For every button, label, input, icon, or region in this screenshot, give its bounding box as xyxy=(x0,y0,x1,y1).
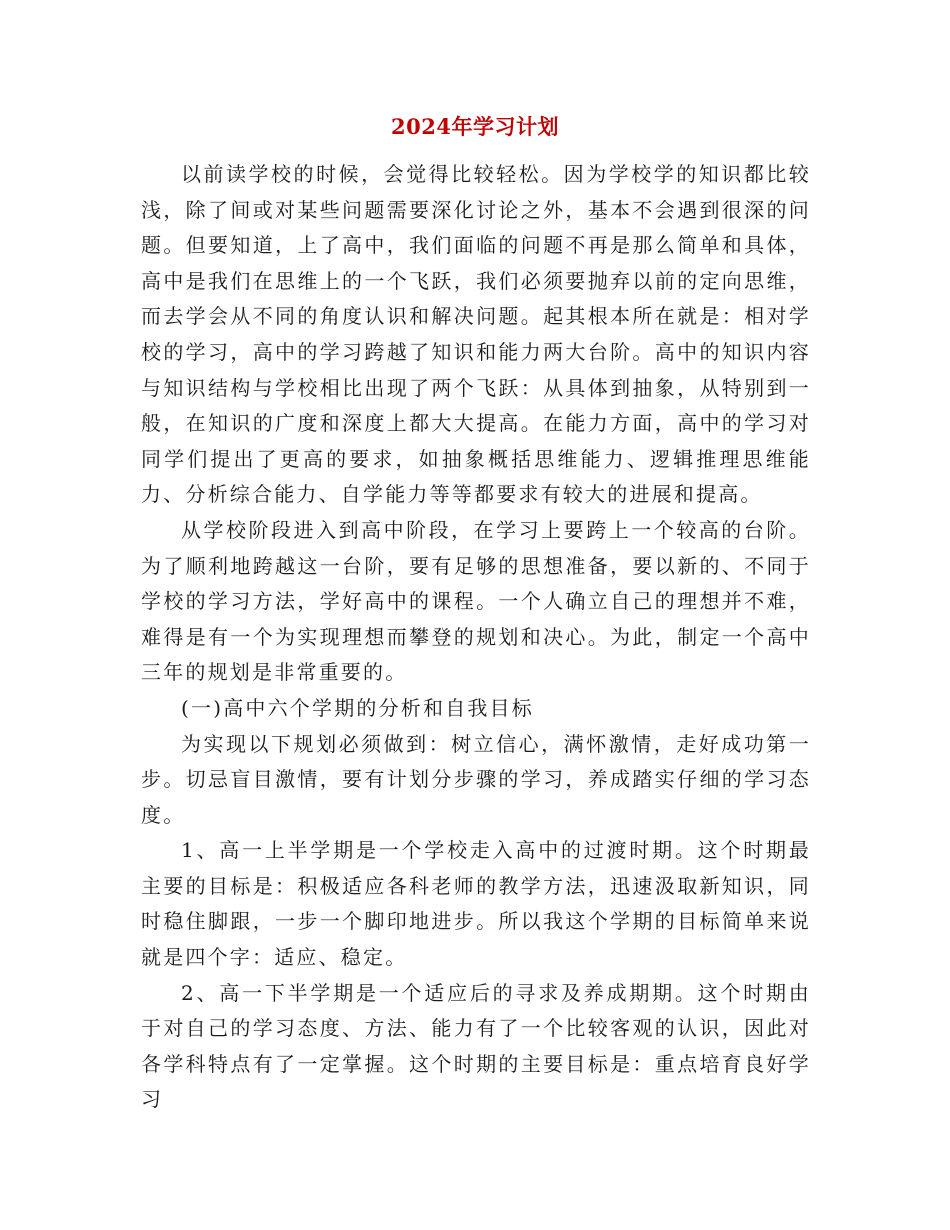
section-heading: (一)高中六个学期的分析和自我目标 xyxy=(181,695,535,720)
paragraph: 以前读学校的时候，会觉得比较轻松。因为学校学的知识都比较浅，除了间或对某些问题需要深化讨论之外，基本不会遇到很深的问题。但要知道，上了高中，我们面临的问题不再是那么简单和具体，高中是我们在思维上的一个飞跃，我们必须要抛弃以前的定向思维，而去学会从不同的角度认识和解决问题。起其根本所在就是：相对学校的学习，高中的学习跨越了知识和能力两大台阶。高中的知识内容与知识结构与学校相比出现了两个飞跃：从具体到抽象，从特别到一般，在知识的广度和深度上都大大提高。在能力方面，高中的学习对同学们提出了更高的要求，如抽象概括思维能力、逻辑推理思维能力、分析综合能力、自学能力等等都要求有较大的进展和提高。 xyxy=(141,162,811,507)
paragraph: 从学校阶段进入到高中阶段，在学习上要跨上一个较高的台阶。为了顺利地跨越这一台阶，要有足够的思想准备，要以新的、不同于学校的学习方法，学好高中的课程。一个人确立自己的理想并不难，难得是有一个为实现理想而攀登的规划和决心。为此，制定一个高中三年的规划是非常重要的。 xyxy=(141,517,811,685)
document-body xyxy=(141,157,811,1118)
paragraph: 1、高一上半学期是一个学校走入高中的过渡时期。这个时期最主要的目标是：积极适应各科老师的教学方法，迅速汲取新知识，同时稳住脚跟，一步一个脚印地进步。所以我这个学期的目标简单来说就是四个字：适应、稳定。 xyxy=(141,838,811,970)
paragraph: 为实现以下规划必须做到：树立信心，满怀激情，走好成功第一步。切忌盲目激情，要有计划分步骤的学习，养成踏实仔细的学习态度。 xyxy=(141,731,811,827)
paragraph: 2、高一下半学期是一个适应后的寻求及养成期期。这个时期由于对自己的学习态度、方法、能力有了一个比较客观的认识，因此对各学科特点有了一定掌握。这个时期的主要目标是：重点培育良好学习 xyxy=(141,980,811,1112)
document-title: 2024年学习计划 xyxy=(391,114,559,139)
